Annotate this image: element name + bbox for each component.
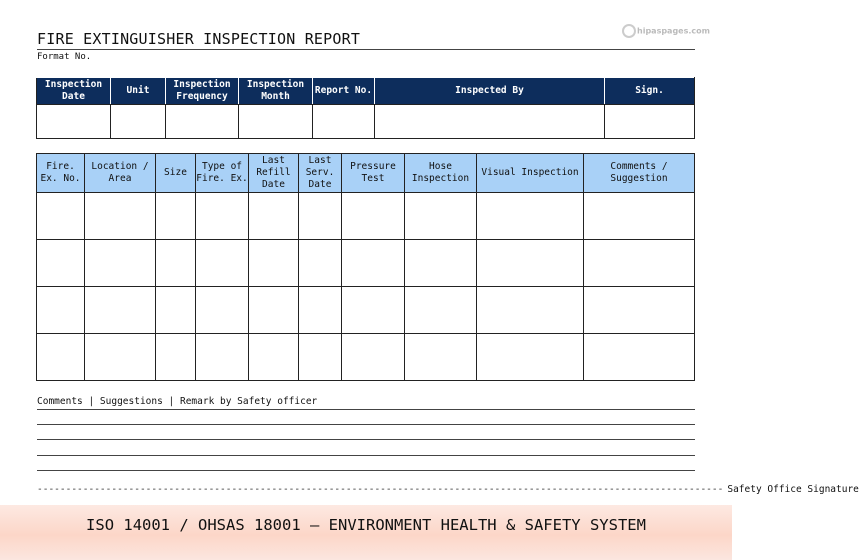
table-cell[interactable] (156, 287, 196, 334)
col-comments-suggestion: Comments / Suggestion (584, 154, 695, 193)
table-cell[interactable] (85, 193, 156, 240)
table-row (37, 193, 695, 240)
table-cell[interactable] (196, 334, 249, 381)
header-entry-row (37, 105, 695, 139)
unit-cell[interactable] (111, 105, 166, 139)
table-cell[interactable] (342, 240, 405, 287)
footer-text: ISO 14001 / OHSAS 18001 – ENVIRONMENT HEALTH & SAFETY SYSTEM (86, 516, 646, 534)
format-no-label: Format No. (37, 52, 92, 62)
table-cell[interactable] (249, 334, 299, 381)
table-cell[interactable] (156, 240, 196, 287)
table-cell[interactable] (405, 240, 477, 287)
header-col-unit: Unit (111, 78, 166, 105)
col-type-of-fire-ex: Type of Fire. Ex. (196, 154, 249, 193)
table-cell[interactable] (196, 193, 249, 240)
table-cell[interactable] (584, 193, 695, 240)
table-cell[interactable] (249, 287, 299, 334)
table-cell[interactable] (299, 334, 342, 381)
inspection-month-cell[interactable] (239, 105, 313, 139)
table-cell[interactable] (37, 240, 85, 287)
header-col-inspection-frequency: Inspection Frequency (166, 78, 239, 105)
table-cell[interactable] (477, 287, 584, 334)
col-hose-inspection: Hose Inspection (405, 154, 477, 193)
watermark-logo-icon (622, 24, 636, 38)
header-col-inspection-date: Inspection Date (37, 78, 111, 105)
comments-label: Comments | Suggestions | Remark by Safety officer (37, 396, 318, 407)
header-col-inspected-by: Inspected By (375, 78, 605, 105)
signature-row (37, 484, 859, 495)
comment-line[interactable] (37, 409, 695, 410)
title-underline (37, 49, 695, 50)
table-cell[interactable] (299, 287, 342, 334)
col-fire-ex-no: Fire. Ex. No. (37, 154, 85, 193)
inspection-table (36, 153, 695, 381)
table-cell[interactable] (584, 240, 695, 287)
watermark (622, 24, 710, 38)
comment-line[interactable] (37, 470, 695, 471)
footer-banner (0, 505, 732, 560)
table-cell[interactable] (196, 287, 249, 334)
comment-line[interactable] (37, 455, 695, 456)
inspection-frequency-cell[interactable] (166, 105, 239, 139)
signature-dash-line[interactable]: ------------------------------------------------------------------------------------------------------------------------ (37, 484, 724, 495)
header-info-table (36, 77, 695, 139)
document-title: FIRE EXTINGUISHER INSPECTION REPORT (37, 30, 361, 48)
report-no-cell[interactable] (313, 105, 375, 139)
col-last-serv-date: Last Serv. Date (299, 154, 342, 193)
table-cell[interactable] (85, 334, 156, 381)
table-row (37, 334, 695, 381)
inspected-by-cell[interactable] (375, 105, 605, 139)
table-cell[interactable] (342, 193, 405, 240)
table-cell[interactable] (37, 334, 85, 381)
table-cell[interactable] (249, 193, 299, 240)
sign-cell[interactable] (605, 105, 695, 139)
table-cell[interactable] (342, 287, 405, 334)
table-cell[interactable] (477, 240, 584, 287)
table-cell[interactable] (37, 287, 85, 334)
table-row (37, 240, 695, 287)
table-cell[interactable] (477, 193, 584, 240)
signature-label: Safety Office Signature (727, 484, 859, 495)
table-cell[interactable] (196, 240, 249, 287)
table-cell[interactable] (584, 334, 695, 381)
table-cell[interactable] (342, 334, 405, 381)
inspection-date-cell[interactable] (37, 105, 111, 139)
table-cell[interactable] (85, 240, 156, 287)
table-cell[interactable] (405, 193, 477, 240)
col-size: Size (156, 154, 196, 193)
header-col-inspection-month: Inspection Month (239, 78, 313, 105)
table-cell[interactable] (249, 240, 299, 287)
header-col-report-no: Report No. (313, 78, 375, 105)
comment-line[interactable] (37, 424, 695, 425)
table-cell[interactable] (405, 334, 477, 381)
watermark-text: hipaspages.com (637, 26, 710, 36)
col-last-refill-date: Last Refill Date (249, 154, 299, 193)
table-cell[interactable] (299, 193, 342, 240)
table-cell[interactable] (156, 334, 196, 381)
table-cell[interactable] (477, 334, 584, 381)
table-row (37, 287, 695, 334)
col-pressure-test: Pressure Test (342, 154, 405, 193)
table-cell[interactable] (37, 193, 85, 240)
col-location-area: Location / Area (85, 154, 156, 193)
table-cell[interactable] (584, 287, 695, 334)
table-cell[interactable] (156, 193, 196, 240)
col-visual-inspection: Visual Inspection (477, 154, 584, 193)
table-cell[interactable] (85, 287, 156, 334)
header-col-sign: Sign. (605, 78, 695, 105)
comment-line[interactable] (37, 439, 695, 440)
table-cell[interactable] (405, 287, 477, 334)
table-cell[interactable] (299, 240, 342, 287)
